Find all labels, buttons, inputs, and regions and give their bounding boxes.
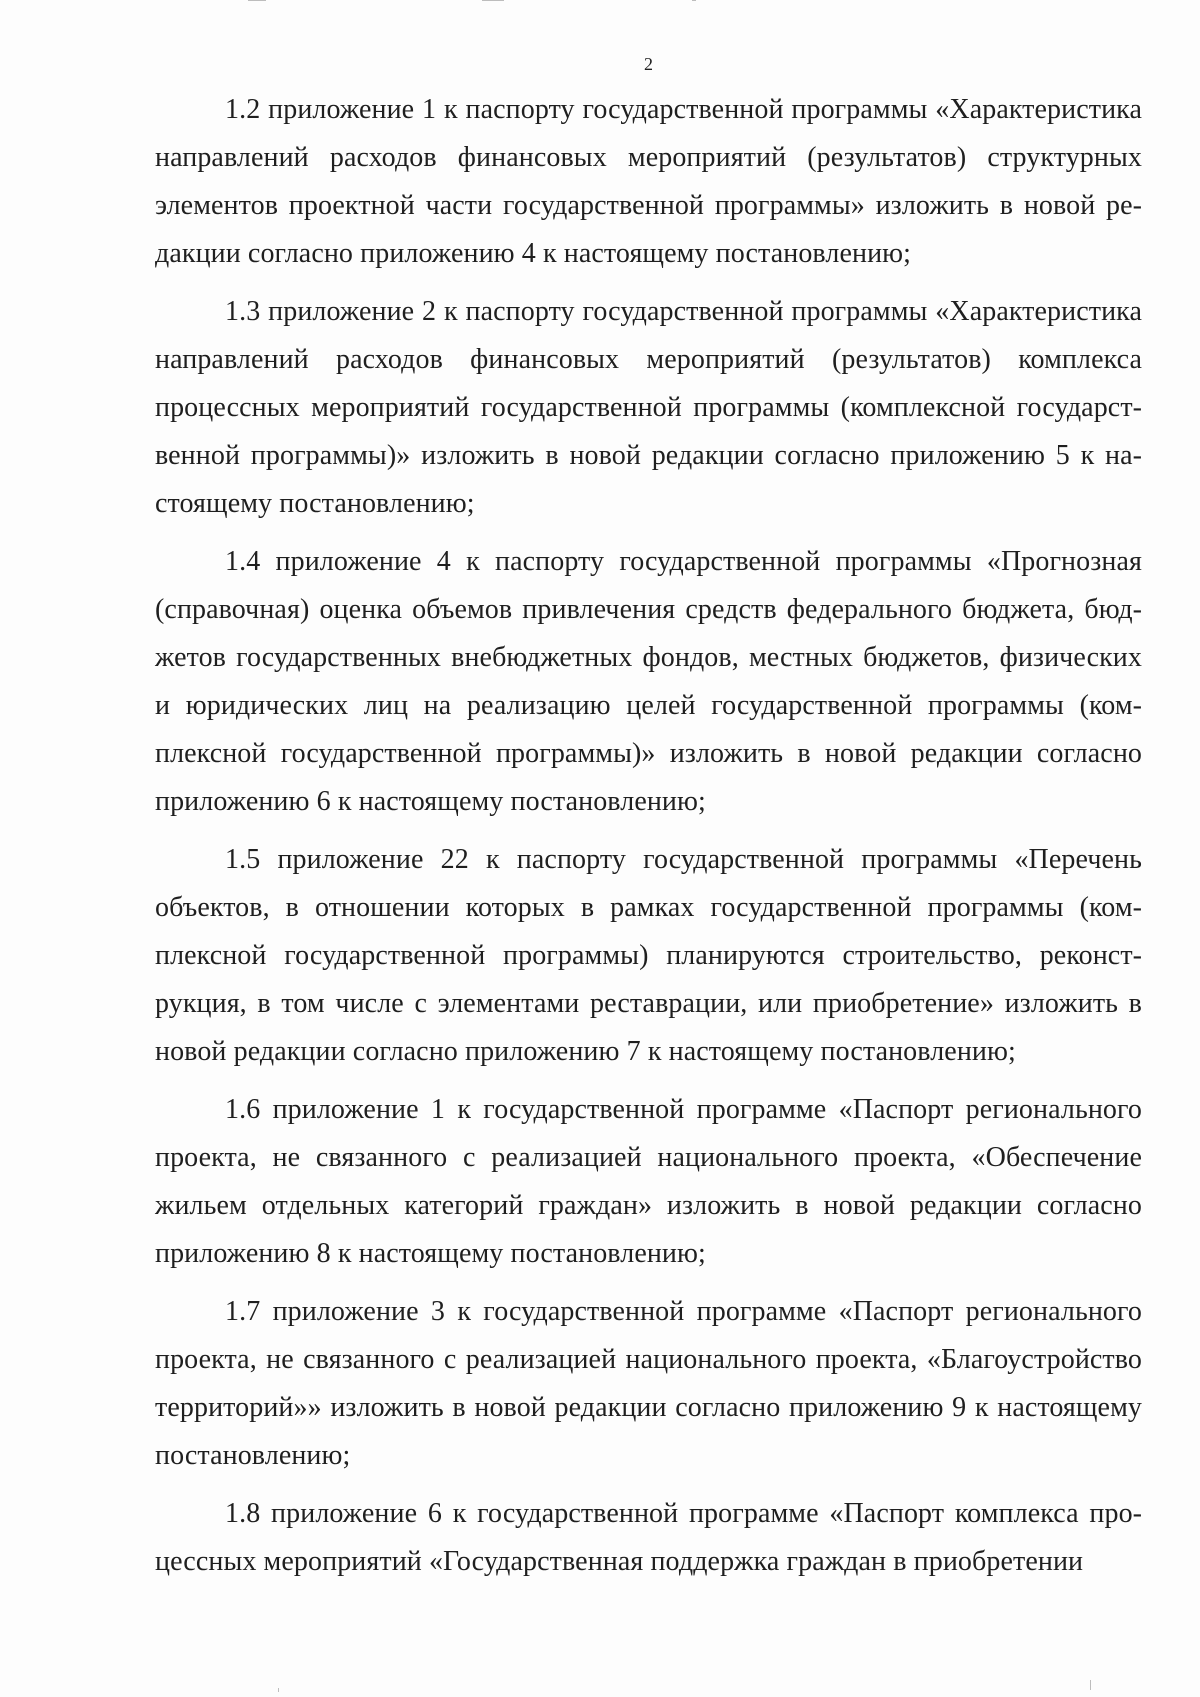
scan-mark-top-middle: [482, 0, 504, 1]
paragraph-1-4: 1.4 приложение 4 к паспорту государственной программы «Прогнозная (справочная) оценка объемов привлечения средств федерального бюджета, бюджетов государственных внебюджетных фондов, местных бюджетов, физических и юридических лиц на реализацию целей государственной программы (комплексной государственной программы)» изложить в новой редакции согласно приложению 6 к настоящему постановлению;: [155, 546, 1142, 817]
paragraph-1-8: 1.8 приложение 6 к государственной программе «Паспорт комплекса процессных мероприятий «Государственная поддержка граждан в приобретении: [155, 1498, 1142, 1577]
scan-mark-bottom-right: [1090, 1680, 1091, 1690]
scan-mark-top-right: [692, 0, 696, 1]
page-number: 2: [644, 54, 653, 74]
scan-mark-bottom-left: [278, 1688, 279, 1692]
paragraph-1-5: 1.5 приложение 22 к паспорту государственной программы «Перечень объектов, в отношении которых в рамках государственной программы (комплексной государственной программы) планируются строительство, реконструкция, в том числе с элементами реставрации, или приобретение» изложить в новой редакции согласно приложению 7 к настоящему постановлению;: [155, 844, 1142, 1067]
paragraph-1-7: 1.7 приложение 3 к государственной программе «Паспорт регионального проекта, не связанного с реализацией национального проекта, «Благоустройство территорий»» изложить в новой редакции согласно приложению 9 к настоящему постановлению;: [155, 1296, 1142, 1471]
paragraph-1-2: 1.2 приложение 1 к паспорту государственной программы «Характеристика направлений расходов финансовых мероприятий (результатов) структурных элементов проектной части государственной программы» изложить в новой редакции согласно приложению 4 к настоящему постановлению;: [155, 94, 1142, 269]
paragraph-1-6: 1.6 приложение 1 к государственной программе «Паспорт регионального проекта, не связанного с реализацией национального проекта, «Обеспечение жильем отдельных категорий граждан» изложить в новой редакции согласно приложению 8 к настоящему постановлению;: [155, 1094, 1142, 1269]
paragraph-1-3: 1.3 приложение 2 к паспорту государственной программы «Характеристика направлений расходов финансовых мероприятий (результатов) комплекса процессных мероприятий государственной программы (комплексной государственной программы)» изложить в новой редакции согласно приложению 5 к настоящему постановлению;: [155, 296, 1142, 519]
scan-mark-top-left: [248, 0, 266, 1]
